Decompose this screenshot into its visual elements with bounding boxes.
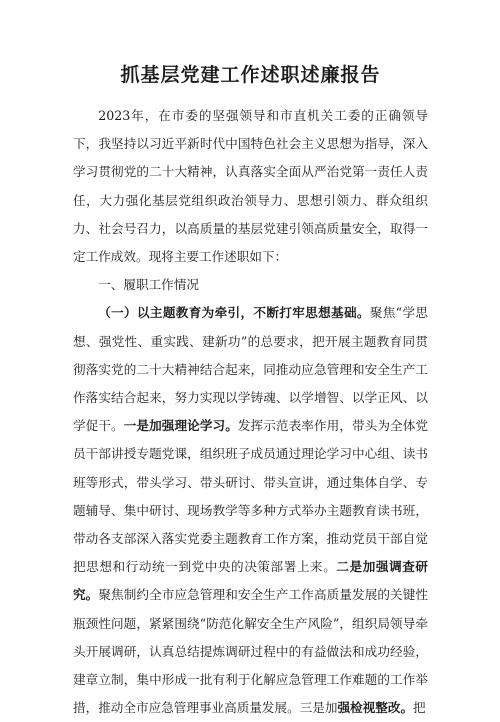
point-three-text: 把 xyxy=(413,700,426,716)
section-heading: 一、履职工作情况 xyxy=(98,277,199,293)
point-two-label: 二是加强调查研究。 xyxy=(73,559,429,603)
body-paragraph xyxy=(73,299,428,722)
subsection-lead: （一）以主题教育为牵引，不断打牢思想基础。 xyxy=(98,305,370,321)
intro-paragraph: 2023年，在市委的坚强领导和市直机关工委的正确领导下，我坚持以习近平新时代中国特色社会主义思想为指导，深入学习贯彻党的二十大精神，认真落实全面从严治党第一责任人责任，大力强化基层党组织政治领导力、思想引领力、群众组织力、社会号召力，以高质量的基层党建引领高质量安全，取得一定工作成效。现将主要工作述职如下： xyxy=(73,108,428,265)
subsection-text: 聚焦“学思想、强党性、重实践、建新功”的总要求，把开展主题教育同贯彻落实党的二十大精神结合起来，同推动应急管理和安全生产工作落实结合起来，努力实现以学铸魂、以学增智、以学正风、以学促干。 xyxy=(73,305,428,434)
point-three-lead: 三是加 xyxy=(299,700,338,716)
point-two-text: 聚焦制约全市应急管理和安全生产工作高质量发展的关键性瓶颈性问题，紧紧围绕“防范化解安全生产风险”，组织局领导牵头开展调研，认真总结提炼调研过程中的有益做法和成功经验，建章立制，集中形成一批有利于化解应急管理工作难题的工作举措，推动全市应急管理事业高质量发展。 xyxy=(73,587,429,716)
point-three-label: 强检视整改。 xyxy=(337,700,414,716)
document-title: 抓基层党建工作述职述廉报告 xyxy=(120,64,381,86)
point-one-label: 一是加强理论学习。 xyxy=(123,418,238,434)
point-one-text: 发挥示范表率作用，带头为全体党员干部讲授专题党课，组织班子成员通过理论学习中心组、读书班等形式，带头学习、带头研讨、带头宣讲，通过集体自学、专题辅导、集中研讨、现场教学等多种方式举办主题教育读书班，带动各支部深入落实党委主题教育工作方案，推动党员干部自觉把思想和行动统一到党中央的决策部署上来。 xyxy=(73,418,429,575)
